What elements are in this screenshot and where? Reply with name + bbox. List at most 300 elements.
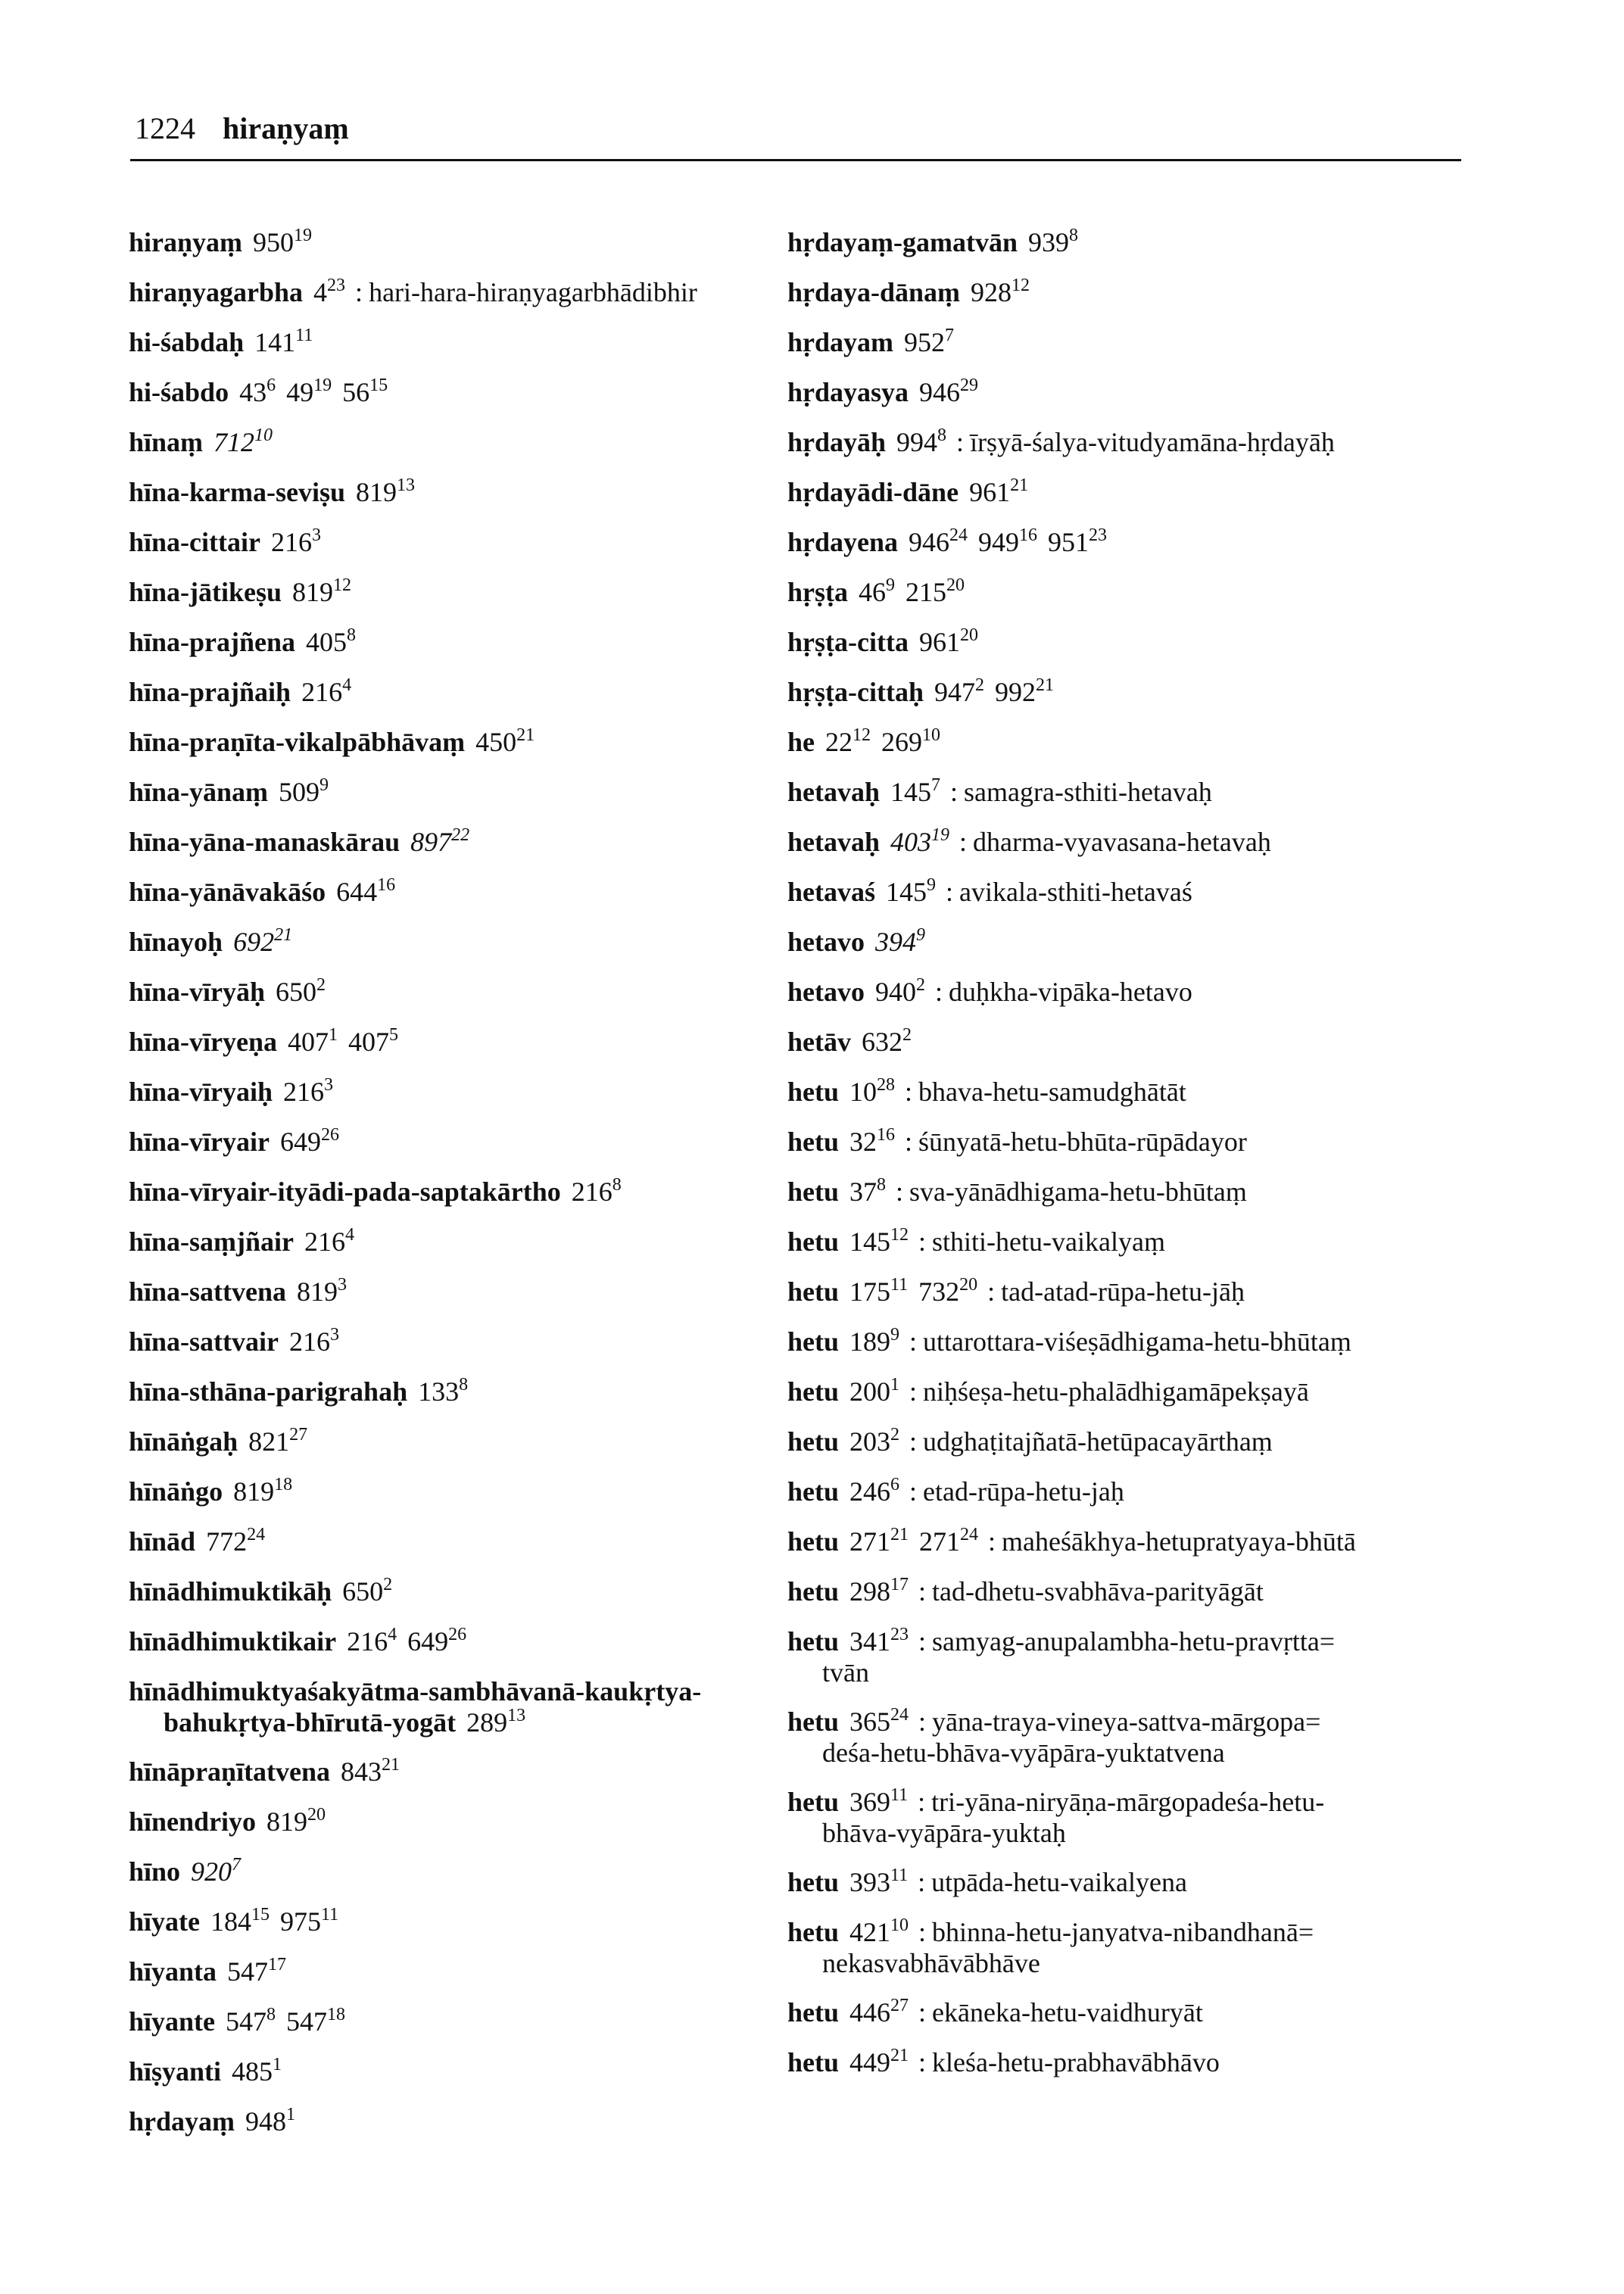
reference-line: 11 [321,1905,339,1925]
entry-references [214,427,273,457]
page-line-reference [995,677,1054,707]
reference-line: 26 [448,1625,467,1644]
reference-line: 6 [890,1475,900,1495]
entry-headword: hīna-vīryāḥ [129,977,266,1007]
entry-headword: hetu [787,1476,840,1507]
reference-line: 9 [927,875,936,895]
reference-page: 450 [475,727,517,757]
reference-line: 4 [342,675,352,695]
page-line-reference [475,727,535,757]
reference-page: 819 [267,1806,308,1837]
entry-context: uttarottara-viśeṣādhigama-hetu-bhūtaṃ [923,1326,1351,1357]
reference-page: 216 [301,677,343,707]
entry-headword: hīnendriyo [129,1806,257,1837]
index-entry [129,527,810,577]
entry-context: duḥkha-vipāka-hetavo [949,977,1192,1007]
context-continuation-text: deśa-hetu-bhāva-vyāpāra-yuktatvena [822,1738,1225,1768]
entry-references [227,1956,286,1987]
entry-references [191,1856,241,1887]
reference-page: 961 [969,477,1011,507]
entry-headword: hetu [787,1127,840,1157]
reference-line: 3 [311,525,321,545]
entry-headword: hetu [787,1867,840,1897]
reference-line: 20 [307,1805,326,1825]
page-line-reference [280,1127,339,1157]
page-line-reference [881,727,940,757]
index-entry [129,727,810,777]
index-entry [787,1226,1545,1276]
entry-references [919,377,978,407]
page-line-reference [286,377,332,407]
entry-headword: hetu [787,1787,840,1817]
page-line-reference [849,1376,899,1407]
entry-references [862,1027,912,1057]
context-separator: : [902,1376,918,1407]
page-line-reference [849,1917,909,1947]
page-line-reference [306,627,356,657]
reference-page: 940 [875,977,916,1007]
index-entry [787,477,1545,527]
reference-page: 216 [347,1626,388,1657]
page-line-reference [886,877,936,907]
reference-line: 9 [916,925,925,945]
page-line-reference [233,1476,292,1507]
entry-headword: hetu [787,1426,840,1457]
entry-references [849,1376,899,1407]
reference-page: 947 [934,677,975,707]
index-entry [787,277,1545,327]
context-separator: : [952,827,968,857]
reference-line: 7 [232,1855,242,1875]
entry-references [289,1326,339,1357]
page-line-reference [245,2106,295,2137]
reference-line: 19 [294,226,313,245]
reference-page: 952 [904,327,946,357]
entry-headword: hetu [787,1077,840,1107]
entry-headword: hṛṣṭa-citta [787,627,909,657]
entry-references [280,1127,339,1157]
reference-page: 547 [227,1956,269,1987]
entry-references [919,627,978,657]
reference-line: 19 [313,376,332,395]
index-entry [129,2006,810,2056]
page-line-reference [336,877,395,907]
context-separator: : [949,427,965,457]
entry-references [239,377,388,407]
reference-page: 369 [849,1787,891,1817]
index-entry [129,927,810,977]
entry-references [849,1127,895,1157]
reference-page: 32 [849,1127,877,1157]
reference-page: 365 [849,1706,891,1737]
entry-references [292,577,351,607]
entry-headword: hīno [129,1856,181,1887]
entry-headword: hetāv [787,1027,851,1057]
reference-line: 15 [369,376,388,395]
entry-headword: hṛdayādi-dāne [787,477,959,507]
reference-page: 216 [283,1077,325,1107]
page-line-reference [919,1526,978,1557]
entry-headword: hetavo [787,977,865,1007]
index-entry [787,1626,1545,1706]
index-entry [787,377,1545,427]
index-entry [129,1326,810,1376]
page-line-reference [849,1706,909,1737]
entry-headword: hīnādhimuktikāḥ [129,1576,332,1607]
right-column [787,227,1545,2097]
reference-line: 3 [330,1325,339,1345]
page-line-reference [849,1077,895,1107]
reference-page: 961 [918,627,960,657]
page-line-reference [254,327,313,357]
index-entry [129,1576,810,1626]
entry-headword: hiraṇyaṃ [129,227,243,257]
entry-references [254,327,313,357]
entry-headword: hetu [787,1376,840,1407]
entry-headword: he [787,727,815,757]
index-entry [787,577,1545,627]
page-line-reference [934,677,984,707]
context-separator: : [902,1426,918,1457]
entry-references [909,527,1107,557]
entry-context: īrṣyā-śalya-vitudyamāna-hṛdayāḥ [970,427,1335,457]
page-line-reference [919,377,978,407]
context-separator: : [348,277,363,307]
entry-headword: hetu [787,1226,840,1257]
entry-headword: hīna-sattvena [129,1276,287,1307]
reference-line: 13 [397,475,416,495]
page-line-reference [227,1956,286,1987]
reference-page: 341 [849,1626,891,1657]
entry-context: tri-yāna-niryāṇa-mārgopadeśa-hetu- [931,1787,1325,1817]
page-line-reference [342,377,388,407]
entry-context: dharma-vyavasana-hetavaḥ [973,827,1271,857]
reference-line: 10 [254,425,273,445]
page-line-reference [849,1177,886,1207]
page-line-reference [849,2047,909,2077]
reference-page: 421 [849,1917,891,1947]
index-entry [787,1576,1545,1626]
page-line-reference [276,977,326,1007]
reference-page: 298 [849,1576,891,1607]
entry-headword: hīnādhimuktikair [129,1626,337,1657]
entry-headword: hīyate [129,1906,200,1937]
entry-headword: hīyante [129,2006,216,2037]
page-line-reference [862,1027,912,1057]
page-line-reference [849,1997,909,2028]
page-line-reference [301,677,351,707]
entry-references [849,1867,908,1897]
reference-line: 29 [960,376,979,395]
index-entry [129,1476,810,1526]
index-entry [129,1127,810,1177]
entry-headword: hīna-vīryair-ityādi-pada-saptakārtho [129,1177,561,1207]
entry-headword: hṛdayasya [787,377,909,407]
entry-references [336,877,395,907]
reference-page: 394 [875,927,916,957]
reference-page: 37 [849,1177,877,1207]
reference-page: 407 [348,1027,390,1057]
entry-references [572,1177,622,1207]
entry-headword: hṛdaya-dānaṃ [787,277,961,307]
entry-headword: hiraṇyagarbha [129,277,304,307]
entry-references [271,527,321,557]
entry-headword: hṛdayena [787,527,899,557]
reference-line: 18 [274,1475,293,1495]
entry-headword: hīnād [129,1526,196,1557]
reference-page: 133 [418,1376,460,1407]
reference-line: 23 [890,1625,909,1644]
reference-page: 819 [233,1476,275,1507]
entry-headword: hīna-prajñena [129,627,296,657]
reference-page: 649 [280,1127,321,1157]
entry-headword: hīna-saṃjñair [129,1226,295,1257]
page-header [135,112,349,145]
entry-headword: hetavaś [787,877,875,907]
context-separator: : [912,1626,927,1657]
context-separator: : [911,1867,926,1897]
reference-page: 819 [356,477,397,507]
entry-references [410,827,469,857]
reference-line: 8 [612,1175,622,1195]
reference-page: 547 [226,2006,267,2037]
entry-headword: hetu [787,1997,840,2028]
reference-line: 21 [382,1755,401,1775]
entry-headword: hetu [787,1526,840,1557]
reference-line: 21 [890,1525,909,1544]
page-line-reference [909,527,968,557]
reference-page: 289 [466,1707,508,1738]
entry-headword: hīna-vīryeṇa [129,1027,278,1057]
page-line-reference [280,1906,338,1937]
page-line-reference [849,1576,909,1607]
reference-page: 184 [210,1906,251,1937]
entry-context: tad-dhetu-svabhāva-parityāgāt [932,1576,1264,1607]
index-entry [129,1426,810,1476]
entry-references [306,627,356,657]
entry-headword: hetu [787,2047,840,2077]
entry-headword: hīna-karma-seviṣu [129,477,346,507]
entry-references [210,1906,338,1937]
entry-references [849,1476,899,1507]
entry-references [313,277,345,307]
entry-context: avikala-sthiti-hetavaś [959,877,1192,907]
reference-page: 946 [919,377,961,407]
reference-line: 12 [333,575,352,595]
reference-line: 8 [937,425,947,445]
page-line-reference [267,1806,326,1837]
entry-references [934,677,1054,707]
index-entry [787,727,1545,777]
reference-page: 246 [849,1476,891,1507]
reference-line: 21 [1010,475,1029,495]
index-entry [787,1526,1545,1576]
reference-page: 216 [270,527,312,557]
page-line-reference [297,1276,347,1307]
entry-references [279,777,329,807]
reference-page: 145 [849,1226,891,1257]
reference-line: 16 [1019,525,1038,545]
entry-headword: hīna-yānaṃ [129,777,269,807]
index-entry [129,2056,810,2106]
entry-headword: hṛṣṭa-cittaḥ [787,677,924,707]
page-line-reference [226,2006,276,2037]
reference-page: 994 [896,427,938,457]
page-line-reference [918,1276,977,1307]
entry-references [849,1077,895,1107]
context-continuation-text: tvān [822,1657,869,1688]
context-separator: : [889,1177,904,1207]
entry-headword: hīnāṅgo [129,1476,223,1507]
index-entry [129,877,810,927]
index-entry [129,1956,810,2006]
entry-references [969,477,1028,507]
page-line-reference [978,527,1037,557]
context-separator: : [943,777,959,807]
page-line-reference [233,927,292,957]
reference-page: 547 [286,2006,328,2037]
entry-headword: hṛdayaṃ [129,2106,235,2137]
reference-line: 11 [890,1275,909,1295]
page-line-reference [271,527,321,557]
page-line-reference [890,777,940,807]
reference-line: 21 [1035,675,1054,695]
entry-headword: hīna-jātikeṣu [129,577,282,607]
entry-headword: hetavaḥ [787,827,881,857]
index-entry [129,227,810,277]
reference-line: 2 [902,1025,912,1045]
page-line-reference [849,1526,909,1557]
entry-references [288,1027,398,1057]
reference-page: 819 [297,1276,338,1307]
entry-context: hari-hara-hiraṇyagarbhādibhir [369,277,697,307]
entry-context: ekāneka-hetu-vaidhuryāt [932,1997,1203,2028]
reference-line: 20 [959,625,978,645]
reference-page: 22 [825,727,853,757]
context-continuation-text: bhāva-vyāpāra-yuktaḥ [822,1818,1066,1848]
entry-references [849,1326,899,1357]
context-separator: : [898,1077,913,1107]
reference-page: 56 [342,377,370,407]
entry-references [418,1376,468,1407]
index-entry [129,1077,810,1127]
entry-headword: hīna-vīryair [129,1127,270,1157]
page-line-reference [356,477,415,507]
index-entry [787,777,1545,827]
reference-line: 23 [327,276,346,295]
page-line-reference [348,1027,398,1057]
reference-page: 175 [849,1276,891,1307]
reference-line: 1 [273,2055,282,2074]
reference-line: 16 [877,1125,896,1145]
page-number: 1224 [135,111,195,145]
reference-line: 2 [383,1575,393,1594]
reference-page: 509 [279,777,320,807]
reference-line: 6 [267,376,276,395]
reference-line: 1 [286,2105,296,2124]
index-entry [787,1276,1545,1326]
headword-continuation-text: bahukṛtya-bhīrutā-yogāt [164,1707,457,1738]
entry-context: sthiti-hetu-vaikalyaṃ [932,1226,1165,1257]
reference-line: 8 [877,1175,887,1195]
reference-line: 4 [345,1225,355,1245]
index-entry [129,577,810,627]
entry-headword: hīna-praṇīta-vikalpābhāvaṃ [129,727,466,757]
entry-context: śūnyatā-hetu-bhūta-rūpādayor [918,1127,1247,1157]
reference-line: 4 [388,1625,397,1644]
entry-context: samyag-anupalambha-hetu-pravṛtta= [932,1626,1336,1657]
entry-references [206,1526,265,1557]
reference-line: 5 [389,1025,399,1045]
entry-context-continuation [787,1657,1545,1688]
entry-references [849,1226,909,1257]
index-entry [129,327,810,377]
page-line-reference [849,1626,909,1657]
entry-headword-continuation [129,1707,810,1738]
entry-context: bhava-hetu-samudghātāt [918,1077,1186,1107]
page-line-reference [875,927,925,957]
entry-references [875,977,925,1007]
entry-context: niḥśeṣa-hetu-phalādhigamāpekṣayā [923,1376,1309,1407]
entry-headword: hīnāṅgaḥ [129,1426,238,1457]
entry-references [849,1997,909,2028]
entry-headword: hṛdayam [787,327,894,357]
reference-line: 3 [324,1075,334,1095]
entry-references [859,577,965,607]
index-entry [787,1997,1545,2047]
entry-references [896,427,946,457]
reference-line: 13 [507,1706,526,1725]
reference-line: 2 [974,675,984,695]
entry-context-continuation [787,1818,1545,1849]
index-entry [129,1906,810,1956]
reference-page: 939 [1028,227,1069,257]
entry-context: yāna-traya-vineya-sattva-mārgopa= [932,1706,1321,1737]
entry-context: etad-rūpa-hetu-jaḥ [923,1476,1124,1507]
reference-page: 650 [342,1576,384,1607]
entry-references [825,727,940,757]
entry-context: kleśa-hetu-prabhavābhāvo [932,2047,1220,2077]
page-line-reference [292,577,351,607]
reference-line: 27 [890,1996,909,2015]
index-entry [129,627,810,677]
reference-page: 992 [994,677,1036,707]
context-separator: : [981,1526,996,1557]
entry-references [342,1576,392,1607]
entry-headword: hetu [787,1576,840,1607]
reference-line: 1 [890,1375,900,1395]
reference-line: 10 [890,1915,909,1935]
reference-page: 269 [881,727,922,757]
reference-line: 16 [377,875,396,895]
index-entry [129,1626,810,1676]
index-entry [129,677,810,727]
reference-line: 18 [327,2005,346,2024]
index-entry [129,477,810,527]
index-entry [787,1706,1545,1787]
entry-headword: hetu [787,1917,840,1947]
reference-page: 449 [849,2047,891,2077]
index-entry [129,277,810,327]
entry-references [890,777,940,807]
index-entry [129,1526,810,1576]
entry-references [849,1787,908,1817]
context-separator: : [912,1706,927,1737]
entry-headword: hīnāpraṇītatvena [129,1756,331,1787]
reference-page: 632 [862,1027,902,1057]
page-line-reference [1028,227,1078,257]
index-entry [787,1787,1545,1867]
